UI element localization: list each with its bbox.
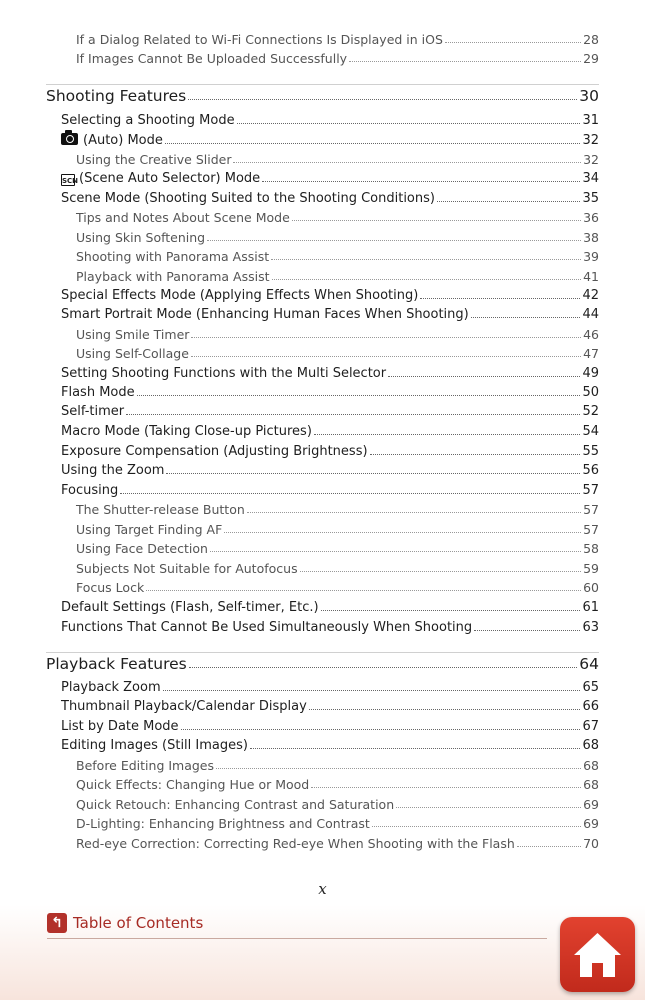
table-of-contents-link[interactable] (47, 913, 203, 933)
dot-leader (188, 99, 577, 100)
dot-leader (165, 143, 581, 144)
toc-entry-title: Subjects Not Suitable for Autofocus (76, 561, 298, 576)
toc-entry-page: 31 (582, 113, 599, 128)
toc-entry-title: Before Editing Images (76, 758, 215, 773)
toc-entry-page: 68 (582, 738, 599, 753)
toc-entry-title: Focus Lock (76, 580, 145, 595)
dot-leader (237, 123, 581, 124)
toc-entry-title: Using Face Detection (76, 541, 208, 556)
toc-entry-title: Using Skin Softening (76, 230, 206, 245)
dot-leader (471, 317, 581, 318)
toc-entry-title: Scene Mode (Shooting Suited to the Shooting Conditions) (61, 191, 435, 206)
dot-leader (445, 42, 581, 43)
dot-leader (517, 846, 581, 847)
toc-entry-page: 61 (582, 600, 599, 615)
toc-entry-title: Editing Images (Still Images) (61, 738, 248, 753)
toc-entry-page: 47 (583, 346, 599, 361)
toc-entry-page: 68 (583, 777, 599, 792)
toc-entry-page: 54 (582, 424, 599, 439)
toc-entry-page: 32 (582, 133, 599, 148)
toc-entry-level-2[interactable] (61, 366, 599, 381)
dot-leader (191, 337, 581, 338)
dot-leader (120, 493, 580, 494)
section-divider (46, 652, 599, 653)
toc-entry-level-3[interactable] (76, 152, 599, 167)
toc-entry-title: Shooting Features (46, 87, 187, 105)
toc-entry-title: Tips and Notes About Scene Mode (76, 210, 290, 225)
dot-leader (321, 610, 581, 611)
toc-entry-title: Shooting with Panorama Assist (76, 249, 270, 264)
dot-leader (370, 454, 581, 455)
toc-entry-page: 42 (582, 288, 599, 303)
back-arrow-icon: ↰ (47, 913, 67, 933)
toc-entry-page: 64 (579, 655, 599, 673)
toc-entry-title: Smart Portrait Mode (Enhancing Human Faces When Shooting) (61, 307, 469, 322)
dot-leader (309, 709, 581, 710)
toc-entry-title: (Auto) Mode (83, 133, 163, 148)
toc-entry-level-3[interactable] (76, 249, 599, 264)
toc-entry-page: 41 (583, 269, 599, 284)
toc-entry-title: (Scene Auto Selector) Mode (79, 171, 261, 186)
toc-entry-level-2[interactable] (61, 132, 599, 148)
toc-entry-title: List by Date Mode (61, 719, 179, 734)
toc-entry-page: 57 (582, 483, 599, 498)
table-of-contents-label: Table of Contents (73, 914, 204, 932)
toc-entry-level-3[interactable] (76, 522, 599, 537)
dot-leader (300, 571, 582, 572)
toc-entry-page: 30 (579, 87, 599, 105)
dot-leader (216, 768, 581, 769)
dot-leader (349, 61, 581, 62)
toc-entry-level-2[interactable] (61, 191, 599, 206)
toc-entry-level-3[interactable] (76, 816, 599, 831)
toc-entry-page: 46 (583, 327, 599, 342)
toc-entry-title: Focusing (61, 483, 119, 498)
toc-entry-title: Playback Zoom (61, 680, 161, 695)
toc-entry-title: Setting Shooting Functions with the Multi Selector (61, 366, 387, 381)
toc-entry-page: 67 (582, 719, 599, 734)
dot-leader (126, 414, 580, 415)
toc-entry-page: 34 (582, 171, 599, 186)
toc-entry-level-2[interactable] (61, 719, 599, 734)
toc-entry-title: If Images Cannot Be Uploaded Successfully (76, 51, 348, 66)
dot-leader (388, 376, 580, 377)
toc-entry-page: 68 (583, 758, 599, 773)
dot-leader (189, 667, 578, 668)
home-icon (570, 927, 625, 982)
toc-entry-title: Flash Mode (61, 385, 135, 400)
toc-entry-page: 57 (583, 522, 599, 537)
dot-leader (247, 512, 581, 513)
toc-entry-title: Using the Creative Slider (76, 152, 232, 167)
toc-entry-level-3[interactable] (76, 230, 599, 245)
toc-entry-level-3[interactable] (76, 210, 599, 225)
dot-leader (271, 259, 581, 260)
toc-entry-page: 63 (582, 620, 599, 635)
dot-leader (474, 630, 580, 631)
toc-entry-title: If a Dialog Related to Wi-Fi Connections Is Displayed in iOS (76, 32, 443, 47)
toc-entry-level-2[interactable] (61, 699, 599, 714)
toc-entry-level-3[interactable] (76, 32, 599, 47)
toc-entry-page: 38 (583, 230, 599, 245)
toc-entry-level-2[interactable] (61, 680, 599, 695)
dot-leader (181, 729, 581, 730)
toc-entry-page: 50 (582, 385, 599, 400)
toc-entry-level-3[interactable] (76, 777, 599, 792)
toc-entry-level-3[interactable] (76, 561, 599, 576)
dot-leader (166, 473, 580, 474)
toc-entry-title: Quick Retouch: Enhancing Contrast and Saturation (76, 797, 395, 812)
dot-leader (292, 220, 581, 221)
page-number: x (318, 880, 327, 898)
toc-entry-level-3[interactable] (76, 502, 599, 517)
toc-entry-page: 35 (582, 191, 599, 206)
toc-entry-level-2[interactable] (61, 463, 599, 478)
dot-leader (163, 690, 581, 691)
toc-entry-page: 52 (582, 404, 599, 419)
toc-entry-title: Selecting a Shooting Mode (61, 113, 235, 128)
toc-entry-title: Macro Mode (Taking Close-up Pictures) (61, 424, 312, 439)
toc-entry-title: Functions That Cannot Be Used Simultaneously When Shooting (61, 620, 473, 635)
footer-rule (47, 938, 547, 939)
toc-entry-page: 44 (582, 307, 599, 322)
toc-entry-level-2[interactable] (61, 444, 599, 459)
dot-leader (437, 201, 580, 202)
toc-entry-title: D-Lighting: Enhancing Brightness and Contrast (76, 816, 370, 831)
toc-entry-level-2[interactable] (61, 600, 599, 615)
toc-entry-level-3[interactable] (76, 51, 599, 66)
dot-leader (250, 748, 580, 749)
toc-entry-title: Using Smile Timer (76, 327, 190, 342)
toc-entry-level-2[interactable] (61, 113, 599, 128)
toc-entry-level-2[interactable] (61, 307, 599, 322)
toc-entry-level-1[interactable] (46, 87, 599, 105)
toc-entry-level-2[interactable] (61, 385, 599, 400)
dot-leader (372, 826, 581, 827)
toc-entry-page: 39 (583, 249, 599, 264)
toc-entry-title: Red-eye Correction: Correcting Red-eye When Shooting with the Flash (76, 836, 515, 851)
toc-entry-level-3[interactable] (76, 580, 599, 595)
toc-entry-level-3[interactable] (76, 541, 599, 556)
dot-leader (224, 532, 581, 533)
toc-entry-level-3[interactable] (76, 269, 599, 284)
toc-entry-page: 65 (582, 680, 599, 695)
toc-entry-title: Exposure Compensation (Adjusting Brightness) (61, 444, 368, 459)
toc-entry-page: 57 (583, 502, 599, 517)
toc-entry-title: Using Target Finding AF (76, 522, 223, 537)
toc-entry-page: 36 (583, 210, 599, 225)
dot-leader (272, 279, 582, 280)
toc-entry-page: 66 (582, 699, 599, 714)
dot-leader (137, 395, 581, 396)
dot-leader (191, 356, 581, 357)
dot-leader (233, 162, 581, 163)
toc-entry-level-1[interactable] (46, 655, 599, 673)
toc-entry-level-2[interactable] (61, 288, 599, 303)
toc-entry-level-2[interactable] (61, 424, 599, 439)
toc-entry-title: Self-timer (61, 404, 125, 419)
dot-leader (210, 551, 581, 552)
toc-entry-title: Playback Features (46, 655, 187, 673)
toc-entry-page: 32 (583, 152, 599, 167)
toc-entry-level-3[interactable] (76, 758, 599, 773)
toc-entry-level-2[interactable] (61, 620, 599, 635)
dot-leader (311, 787, 581, 788)
toc-entry-page: 55 (582, 444, 599, 459)
toc-entry-page: 58 (583, 541, 599, 556)
toc-entry-title: Special Effects Mode (Applying Effects When Shooting) (61, 288, 419, 303)
dot-leader (396, 807, 581, 808)
toc-entry-title: Using the Zoom (61, 463, 165, 478)
toc-entry-level-3[interactable] (76, 797, 599, 812)
toc-entry-title: Default Settings (Flash, Self-timer, Etc.) (61, 600, 319, 615)
toc-entry-level-3[interactable] (76, 346, 599, 361)
toc-entry-level-3[interactable] (76, 327, 599, 342)
dot-leader (262, 181, 580, 182)
toc-entry-page: 69 (583, 797, 599, 812)
toc-entry-page: 56 (582, 463, 599, 478)
dot-leader (420, 298, 580, 299)
toc-entry-title: The Shutter-release Button (76, 502, 245, 517)
dot-leader (146, 590, 581, 591)
toc-entry-title: Using Self-Collage (76, 346, 189, 361)
toc-entry-page: 59 (583, 561, 599, 576)
toc-entry-level-3[interactable] (76, 836, 599, 851)
toc-entry-page: 60 (583, 580, 599, 595)
camera-icon (61, 133, 78, 145)
toc-entry-level-2[interactable] (61, 483, 599, 498)
section-divider (46, 84, 599, 85)
toc-entry-level-2[interactable] (61, 404, 599, 419)
scene-auto-icon: SCN (61, 174, 75, 186)
toc-entry-level-2[interactable] (61, 171, 599, 186)
toc-entry-page: 70 (583, 836, 599, 851)
toc-entry-page: 29 (583, 51, 599, 66)
home-button[interactable] (560, 917, 635, 992)
dot-leader (207, 240, 581, 241)
toc-entry-level-2[interactable] (61, 738, 599, 753)
toc-entry-page: 69 (583, 816, 599, 831)
toc-entry-title: Thumbnail Playback/Calendar Display (61, 699, 307, 714)
toc-entry-title: Playback with Panorama Assist (76, 269, 270, 284)
toc-entry-page: 49 (582, 366, 599, 381)
toc-entry-page: 28 (583, 32, 599, 47)
dot-leader (314, 434, 581, 435)
toc-entry-title: Quick Effects: Changing Hue or Mood (76, 777, 310, 792)
